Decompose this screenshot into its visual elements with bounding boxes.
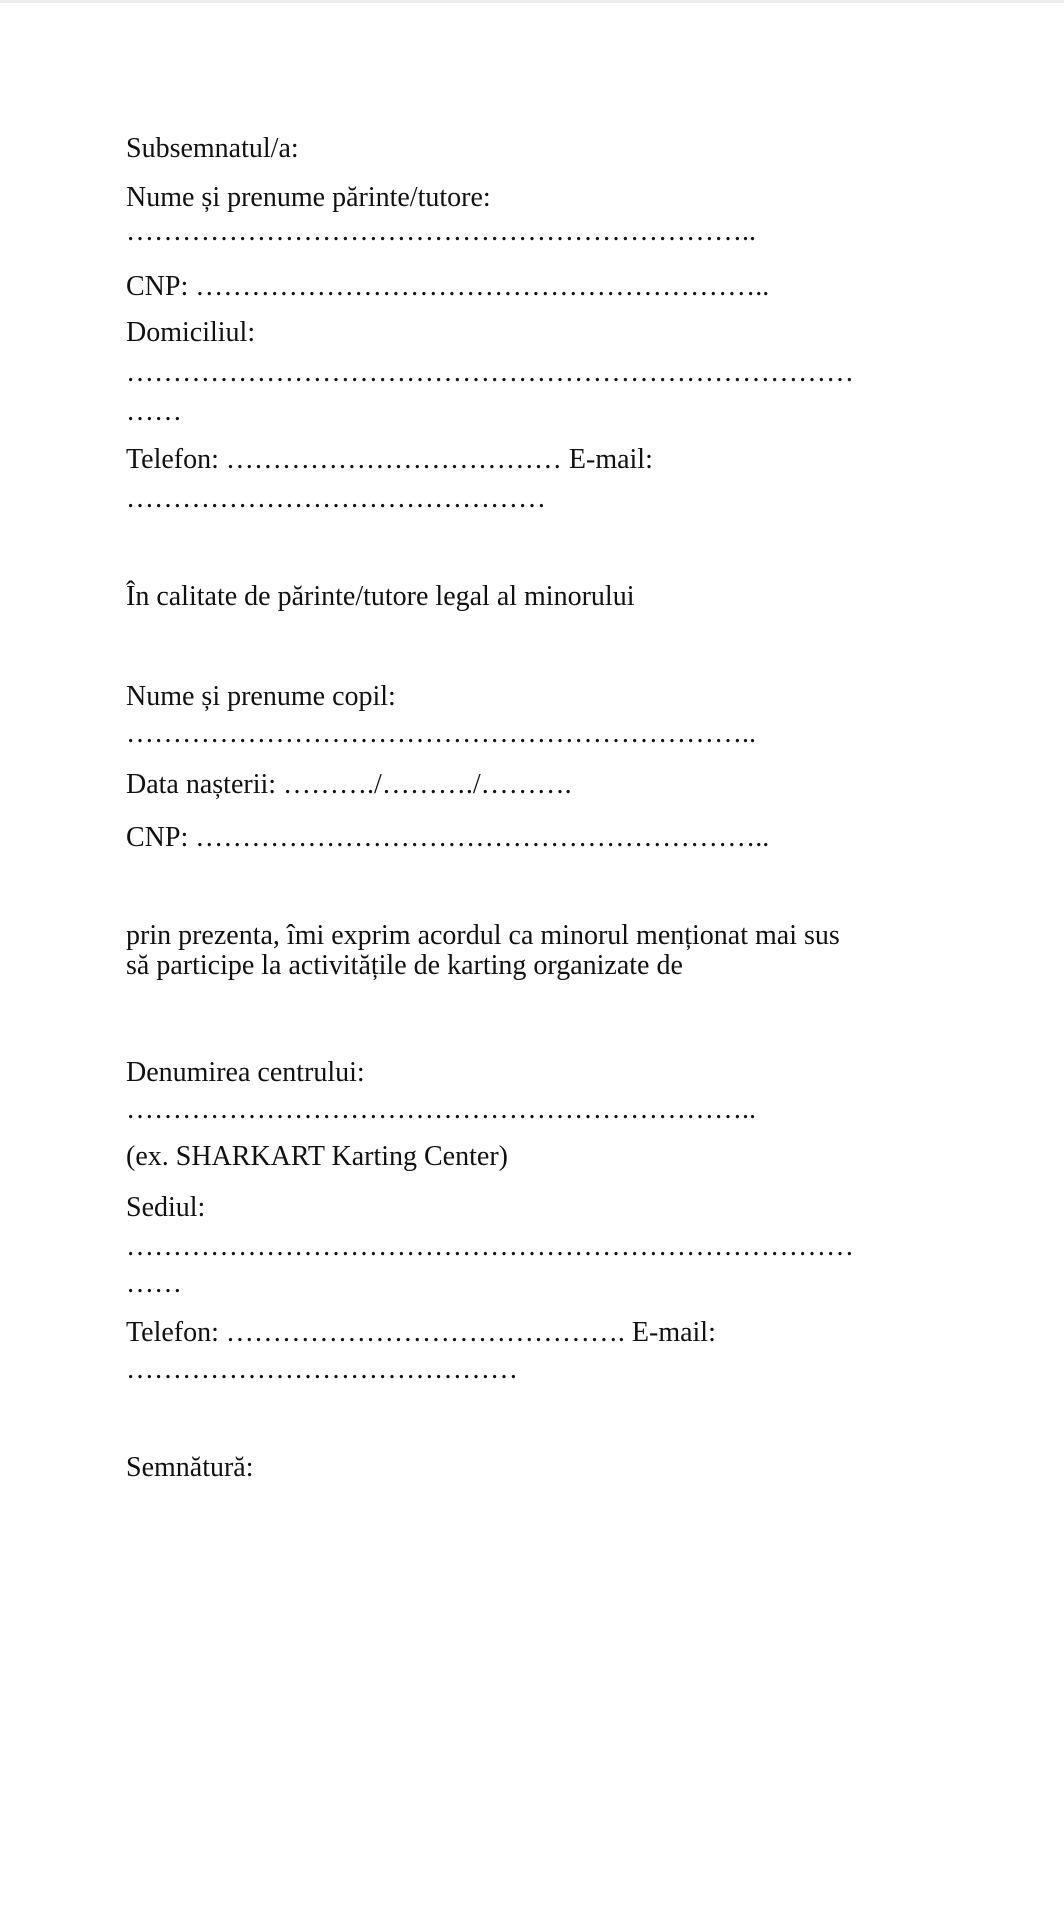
label-headquarters: Sediul: [126, 1192, 206, 1223]
center-phone-email-field: Telefon: ……………………………………. E-mail: [126, 1317, 716, 1348]
child-name-field: ………………………………………………………….. [126, 718, 756, 749]
child-birthdate-field: Data nașterii: ………./………./………. [126, 769, 572, 800]
parent-email-field: ……………………………………… [126, 483, 546, 514]
center-email-field: …………………………………… [126, 1354, 518, 1385]
parent-name-field: ………………………………………………………….. [126, 216, 756, 247]
guardian-statement: În calitate de părinte/tutore legal al minorului [126, 581, 635, 612]
label-undersigned: Subsemnatul/a: [126, 133, 299, 164]
parent-phone-email-field: Telefon: ……………………………… E-mail: [126, 444, 653, 475]
label-parent-name: Nume și prenume părinte/tutore: [126, 182, 491, 213]
label-center-name: Denumirea centrului: [126, 1057, 365, 1088]
center-name-field: ………………………………………………………….. [126, 1094, 756, 1125]
label-address: Domiciliul: [126, 317, 256, 348]
center-name-example: (ex. SHARKART Karting Center) [126, 1141, 508, 1172]
child-cnp-field: CNP: …………………………………………………….. [126, 822, 770, 853]
address-field: …………………………………………………………………… [126, 357, 854, 388]
label-child-name: Nume și prenume copil: [126, 681, 396, 712]
top-border [0, 0, 1064, 3]
headquarters-field: …………………………………………………………………… [126, 1231, 854, 1262]
label-signature: Semnătură: [126, 1452, 254, 1483]
consent-statement-line-1: prin prezenta, îmi exprim acordul ca minorul menționat mai sus [126, 920, 840, 951]
address-field-continued: …… [126, 396, 182, 427]
headquarters-field-continued: …… [126, 1268, 182, 1299]
parent-cnp-field: CNP: …………………………………………………….. [126, 271, 770, 302]
consent-statement-line-2: să participe la activitățile de karting organizate de [126, 950, 683, 981]
